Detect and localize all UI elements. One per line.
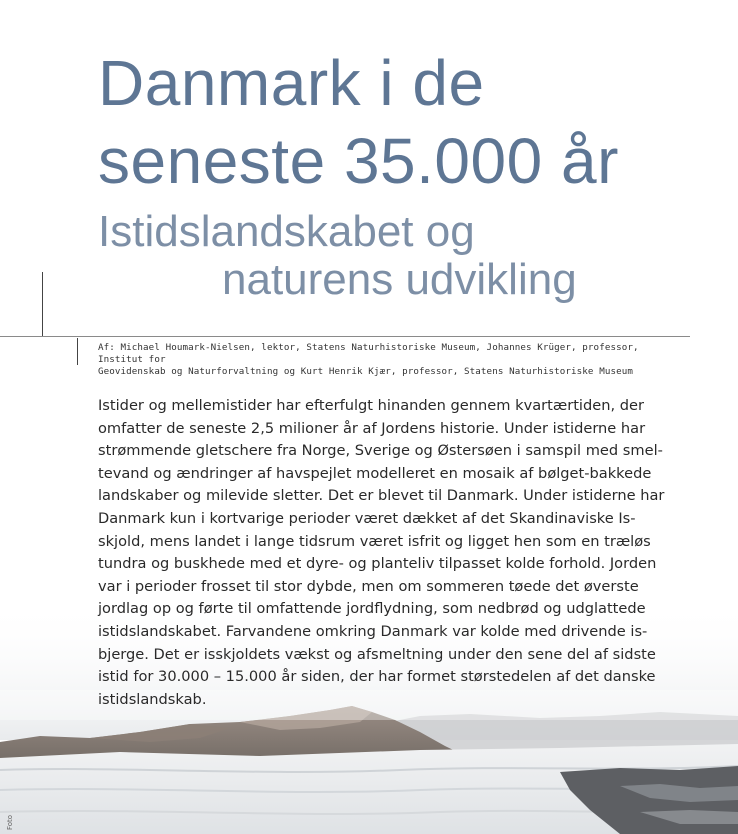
subtitle-line-1: Istidslandskabet og	[98, 207, 475, 256]
horizontal-rule	[0, 336, 690, 337]
body-line: var i perioder frosset til stor dybde, men om sommeren tøede det øverste	[98, 577, 639, 595]
photo-credit: Foto	[6, 814, 14, 830]
title-line-1: Danmark i de	[98, 47, 485, 119]
body-line: skjold, mens landet i lange tidsrum været isfrit og ligget hen som en træløs	[98, 532, 651, 550]
body-line: jordlag op og førte til omfattende jordflydning, som nedbrød og udglattede	[98, 600, 646, 618]
body-line: omfatter de seneste 2,5 milioner år af Jordens historie. Under istiderne har	[98, 419, 646, 437]
byline-line-2: Geovidenskab og Naturforvaltning og Kurt Henrik Kjær, professor, Statens Naturhistoriske Museum	[98, 366, 633, 377]
body-line: tundra og buskhede med et dyre- og planteliv tilpasset kolde forhold. Jorden	[98, 555, 657, 573]
byline-line-1: Af: Michael Houmark-Nielsen, lektor, Statens Naturhistoriske Museum, Johannes Krüger, professor, Institut for	[98, 342, 639, 365]
body-line: landskaber og milevide sletter. Det er blevet til Danmark. Under istiderne har	[98, 487, 665, 505]
body-line: bjerge. Det er isskjoldets vækst og afsmeltning under den sene del af sidste	[98, 645, 656, 663]
page-subtitle	[98, 208, 577, 304]
article-body	[98, 395, 678, 711]
body-line: Istider og mellemistider har efterfulgt hinanden gennem kvartærtiden, der	[98, 397, 644, 414]
body-line: istidslandskab.	[98, 690, 207, 708]
title-line-2: seneste 35.000 år	[98, 125, 619, 197]
body-line: strømmende gletschere fra Norge, Sverige og Østersøen i samspil med smel-	[98, 442, 663, 460]
body-line: istidslandskabet. Farvandene omkring Danmark var kolde med drivende is-	[98, 622, 648, 640]
page-title	[98, 44, 619, 200]
body-line: tevand og ændringer af havspejlet modelleret en mosaik af bølget-bakkede	[98, 464, 652, 482]
body-line: Danmark kun i kortvarige perioder været dækket af det Skandinaviske Is-	[98, 509, 636, 527]
subtitle-line-2: naturens udvikling	[222, 255, 577, 304]
byline-marker	[77, 338, 78, 365]
body-line: istid for 30.000 – 15.000 år siden, der har formet størstedelen af det danske	[98, 668, 656, 686]
author-byline	[98, 342, 678, 378]
vertical-divider	[42, 272, 43, 336]
